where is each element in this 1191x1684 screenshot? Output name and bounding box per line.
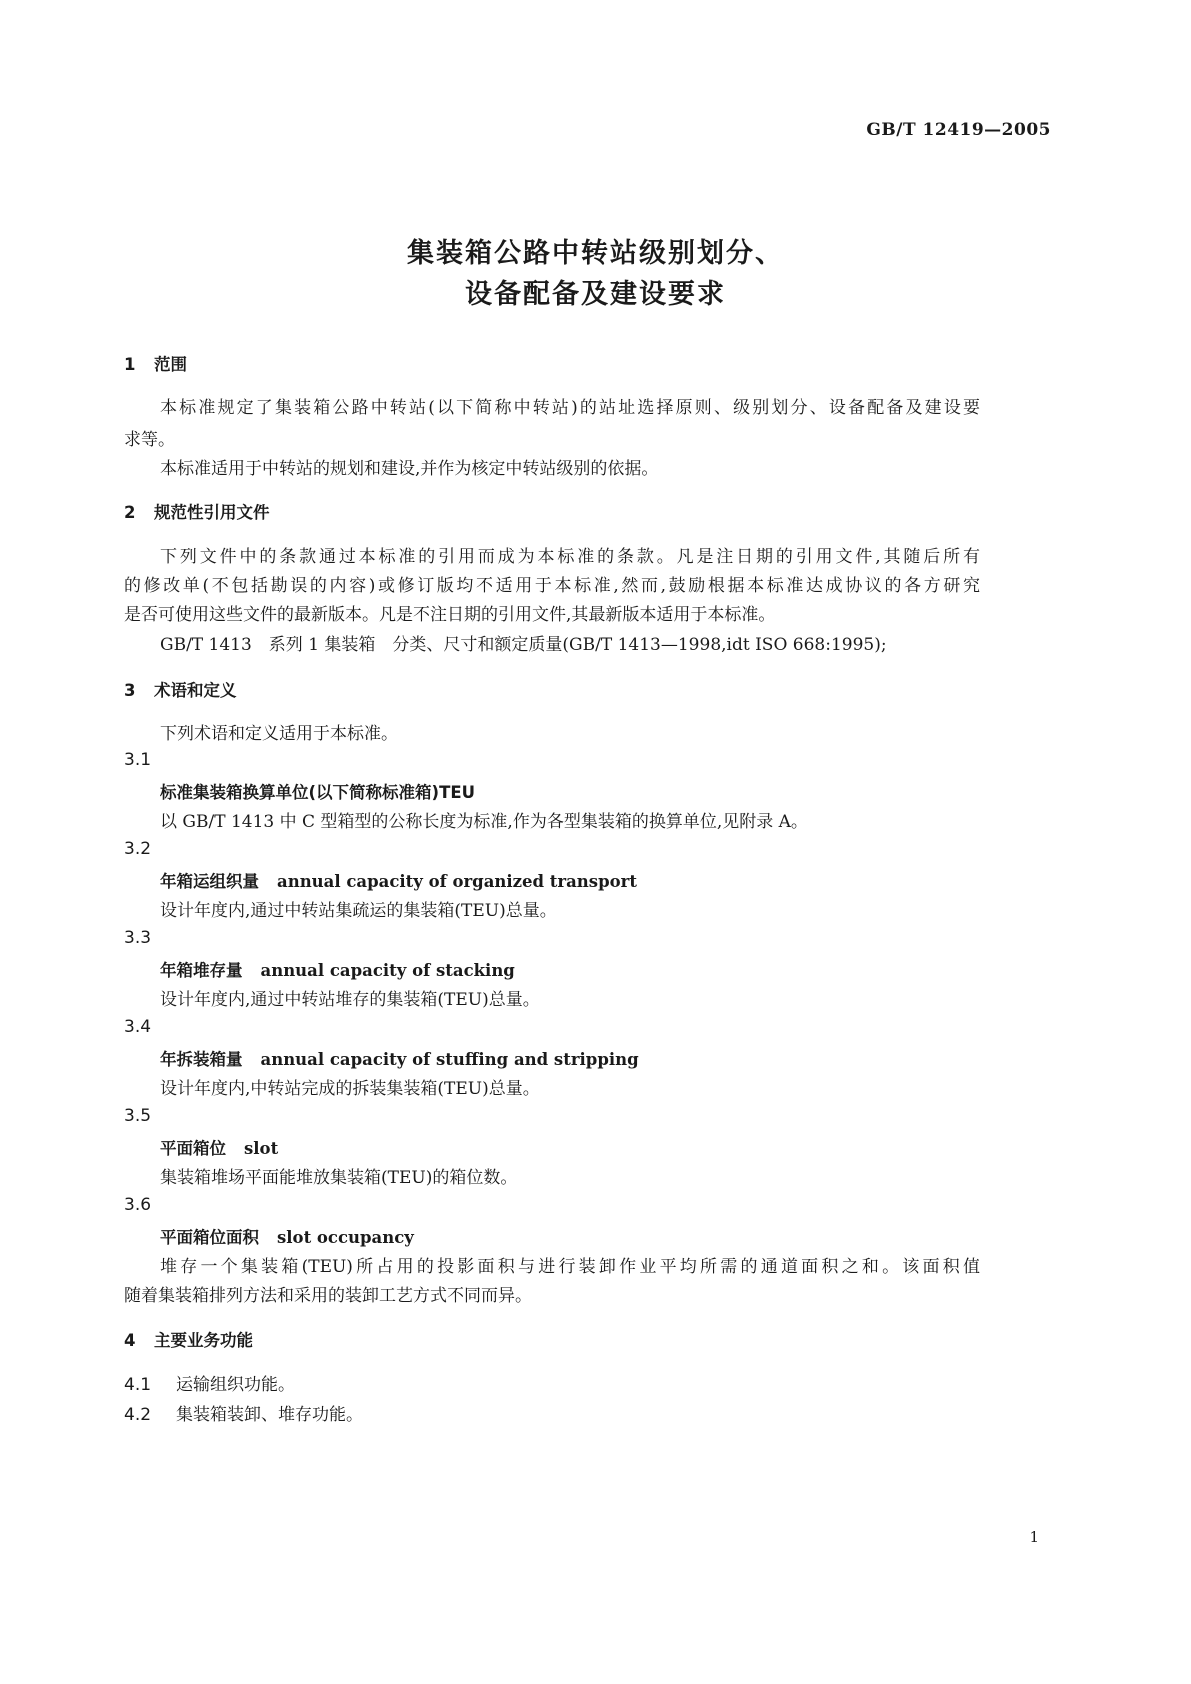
standard-code: GB/T 12419—2005 (866, 120, 1051, 140)
term-number: 3.2 (124, 839, 152, 859)
list-item-number: 4.2 (124, 1405, 152, 1425)
term-number: 3.1 (124, 750, 152, 770)
term-definition-line2: 随着集装箱排列方法和采用的装卸工艺方式不同而异。 (124, 1286, 532, 1306)
term-name-cn: 标准集装箱换算单位(以下简称标准箱)TEU (160, 783, 476, 802)
list-item-text: 运输组织功能。 (176, 1375, 295, 1395)
document-title-line1: 集装箱公路中转站级别划分、 (407, 238, 784, 269)
section-1-para2: 本标准适用于中转站的规划和建设,并作为核定中转站级别的依据。 (160, 459, 659, 479)
section-title: 规范性引用文件 (154, 503, 270, 522)
term-name (160, 779, 475, 803)
term-definition-line1: 堆存一个集装箱(TEU)所占用的投影面积与进行装卸作业平均所需的通道面积之和。该面积值 (160, 1257, 980, 1277)
term-number: 3.4 (124, 1017, 152, 1037)
term-name-en: slot (244, 1139, 279, 1158)
section-number: 3 (124, 681, 136, 700)
term-name (160, 1135, 278, 1159)
term-definition: 设计年度内,中转站完成的拆装集装箱(TEU)总量。 (160, 1079, 540, 1099)
section-2-heading (124, 499, 270, 523)
section-1-para1-line1: 本标准规定了集装箱公路中转站(以下简称中转站)的站址选择原则、级别划分、设备配备及建设要 (160, 398, 980, 418)
list-item (124, 1370, 295, 1395)
term-name-cn: 年箱运组织量 (160, 872, 259, 891)
term-name (160, 868, 637, 892)
document-title-line2: 设备配备及建设要求 (465, 279, 726, 310)
section-2-para1-line3: 是否可使用这些文件的最新版本。凡是不注日期的引用文件,其最新版本适用于本标准。 (124, 605, 776, 625)
term-name-en: slot occupancy (277, 1228, 414, 1247)
term-name-cn: 年箱堆存量 (160, 961, 243, 980)
term-name-cn: 平面箱位 (160, 1139, 226, 1158)
section-3-intro: 下列术语和定义适用于本标准。 (160, 724, 398, 744)
term-name-en: annual capacity of stacking (260, 961, 515, 980)
section-1-heading (124, 351, 187, 375)
term-name (160, 1224, 414, 1248)
term-definition: 设计年度内,通过中转站集疏运的集装箱(TEU)总量。 (160, 901, 557, 921)
section-4-heading (124, 1327, 253, 1351)
section-title: 术语和定义 (154, 681, 237, 700)
term-name-en: annual capacity of organized transport (277, 872, 637, 891)
section-2-para1-line2: 的修改单(不包括勘误的内容)或修订版均不适用于本标准,然而,鼓励根据本标准达成协议的各方研究 (124, 576, 980, 596)
section-number: 4 (124, 1331, 136, 1350)
section-3-heading (124, 677, 237, 701)
term-name-cn: 平面箱位面积 (160, 1228, 259, 1247)
term-definition: 设计年度内,通过中转站堆存的集装箱(TEU)总量。 (160, 990, 540, 1010)
term-number: 3.3 (124, 928, 152, 948)
list-item-number: 4.1 (124, 1375, 152, 1395)
term-definition: 以 GB/T 1413 中 C 型箱型的公称长度为标准,作为各型集装箱的换算单位,见附录 A。 (160, 812, 808, 832)
section-number: 1 (124, 355, 136, 374)
page-number: 1 (1029, 1528, 1039, 1546)
section-1-para1-line2: 求等。 (124, 430, 175, 450)
list-item-text: 集装箱装卸、堆存功能。 (176, 1405, 363, 1425)
section-2-para1-line1: 下列文件中的条款通过本标准的引用而成为本标准的条款。凡是注日期的引用文件,其随后所有 (160, 547, 980, 567)
term-definition: 集装箱堆场平面能堆放集装箱(TEU)的箱位数。 (160, 1168, 518, 1188)
term-name-cn: 年拆装箱量 (160, 1050, 243, 1069)
section-title: 范围 (154, 355, 187, 374)
term-name (160, 1046, 639, 1070)
term-name-en: annual capacity of stuffing and stripping (260, 1050, 639, 1069)
list-item (124, 1400, 363, 1425)
term-name (160, 957, 515, 981)
term-number: 3.6 (124, 1195, 152, 1215)
section-title: 主要业务功能 (154, 1331, 253, 1350)
section-number: 2 (124, 503, 136, 522)
term-number: 3.5 (124, 1106, 152, 1126)
normative-reference: GB/T 1413 系列 1 集装箱 分类、尺寸和额定质量(GB/T 1413—1998,idt ISO 668:1995); (160, 635, 887, 655)
